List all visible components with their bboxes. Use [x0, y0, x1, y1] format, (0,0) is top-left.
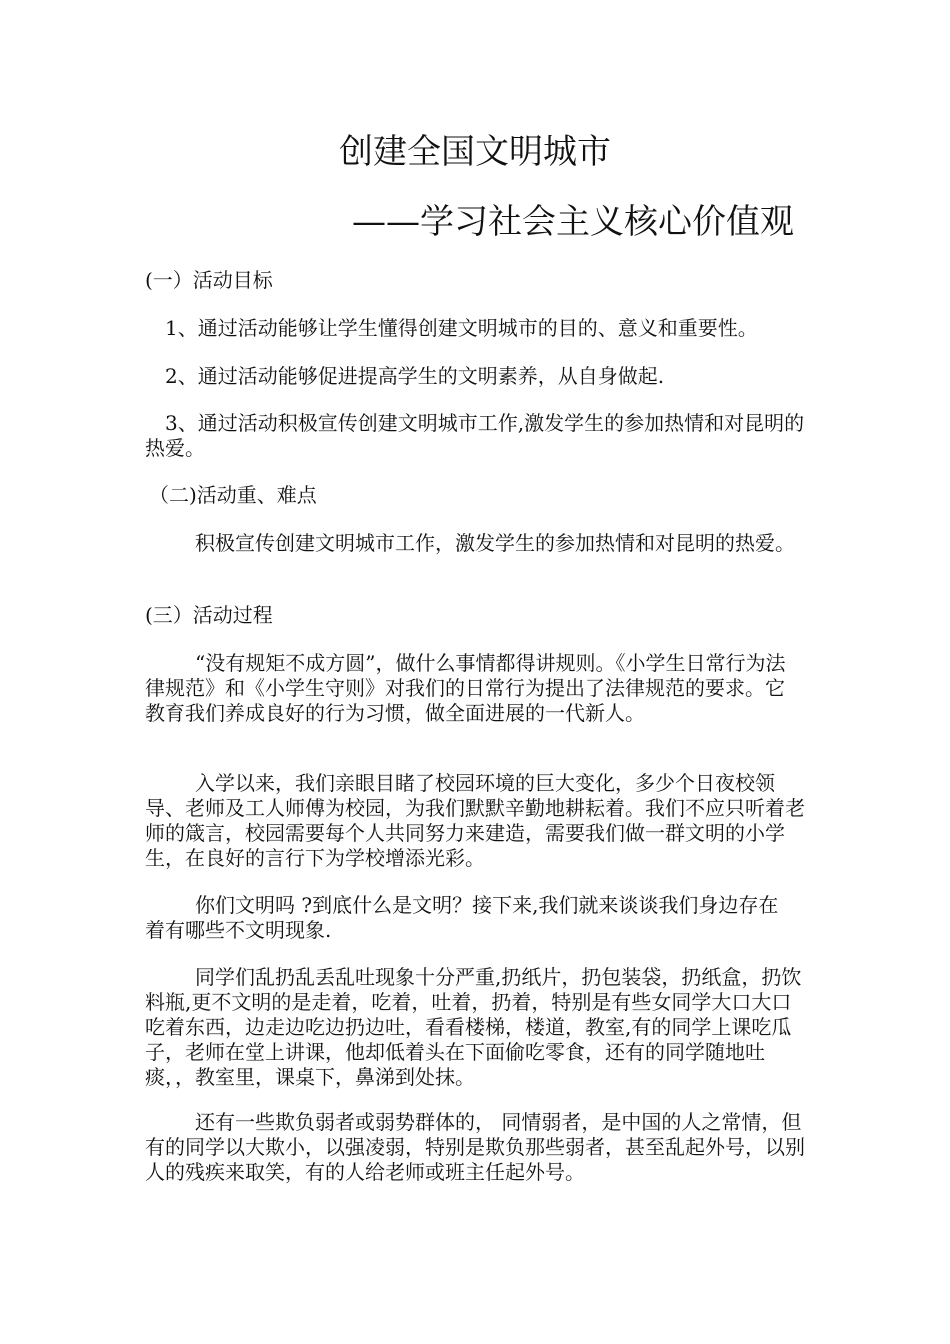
process-paragraph-4: 同学们乱扔乱丢乱吐现象十分严重,扔纸片，扔包装袋，扔纸盒，扔饮料瓶,更不文明的是走着，吃着，吐着，扔着，特别是有些女同学大口大口吃着东西，边走边吃边扔边吐，看看楼梯，楼道，教室,有的同学上课吃瓜子，老师在堂上讲课，他却低着头在下面偷吃零食，还有的同学随地吐痰，，教室里，课桌下，鼻涕到处抹。 — [145, 965, 802, 1089]
process-paragraph-1: “没有规矩不成方圆”，做什么事情都得讲规则。《小学生日常行为法律规范》和《小学生守则》对我们的日常行为提出了法律规范的要求。它教育我们养成良好的行为习惯，做全面进展的一代新人。 — [145, 651, 786, 725]
document-subtitle: ——学习社会主义核心价值观 — [352, 202, 794, 242]
section-heading-key-points: （二)活动重、难点 — [149, 483, 317, 507]
process-paragraph-2: 入学以来，我们亲眼目睹了校园环境的巨大变化，多少个日夜校领导、老师及工人师傅为校园，为我们默默辛勤地耕耘着。我们不应只听着老师的箴言，校园需要每个人共同努力来建造，需要我们做一群文明的小学生，在良好的言行下为学校增添光彩。 — [145, 771, 805, 870]
goal-item-2: 2、通过活动能够促进提高学生的文明素养，从自身做起. — [165, 364, 665, 388]
document-title: 创建全国文明城市 — [339, 132, 611, 172]
section-heading-process: (三）活动过程 — [145, 603, 273, 627]
process-paragraph-5: 还有一些欺负弱者或弱势群体的， 同情弱者，是中国的人之常情，但有的同学以大欺小，以强凌弱，特别是欺负那些弱者，甚至乱起外号，以别人的残疾来取笑，有的人给老师或班主任起外号。 — [145, 1110, 805, 1184]
process-paragraph-3: 你们文明吗 ?到底什么是文明？接下来,我们就来谈谈我们身边存在着有哪些不文明现象. — [145, 893, 779, 942]
goal-item-1: 1、通过活动能够让学生懂得创建文明城市的目的、意义和重要性。 — [165, 316, 758, 340]
key-points-text: 积极宣传创建文明城市工作，激发学生的参加热情和对昆明的热爱。 — [195, 531, 795, 555]
section-heading-goal: (一）活动目标 — [145, 268, 273, 292]
goal-item-3: 3、通过活动积极宣传创建文明城市工作,激发学生的参加热情和对昆明的热爱。 — [145, 411, 805, 460]
